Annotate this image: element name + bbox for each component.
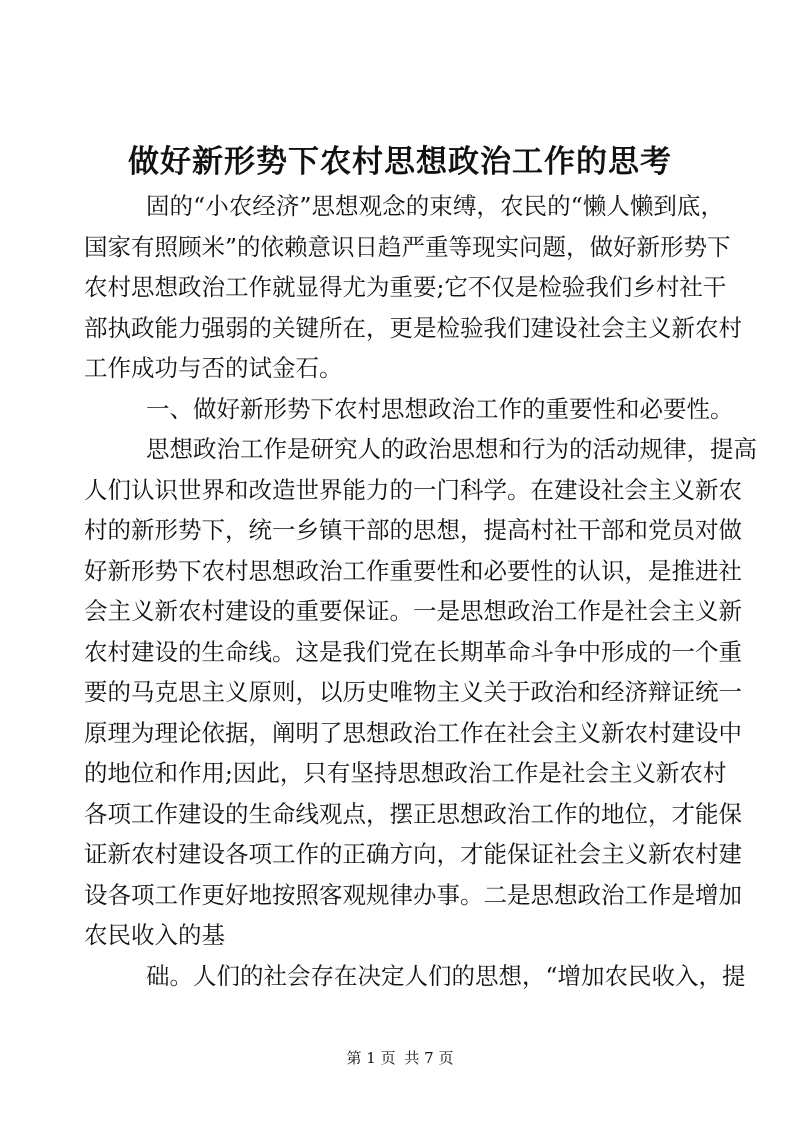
text-line: 固的“小农经济”思想观念的束缚，农民的“懒人懒到底， xyxy=(146,192,724,220)
text-line: 要的马克思主义原则，以历史唯物主义关于政治和经济辩证统一 xyxy=(84,678,742,706)
text-line: 农村思想政治工作就显得尤为重要;它不仅是检验我们乡村社干 xyxy=(84,273,727,301)
text-line: 会主义新农村建设的重要保证。一是思想政治工作是社会主义新 xyxy=(84,597,742,625)
text-line: 人们认识世界和改造世界能力的一门科学。在建设社会主义新农 xyxy=(84,475,742,504)
text-line: 国家有照顾米”的依赖意识日趋严重等现实问题，做好新形势下 xyxy=(84,232,731,261)
text-line: 一、做好新形势下农村思想政治工作的重要性和必要性。 xyxy=(146,394,734,423)
page-title: 做好新形势下农村思想政治工作的思考 xyxy=(128,144,672,180)
document-body xyxy=(84,186,757,996)
text-line: 工作成功与否的试金石。 xyxy=(84,354,343,382)
text-line: 农民收入的基 xyxy=(84,921,225,949)
text-line: 部执政能力强弱的关键所在，更是检验我们建设社会主义新农村 xyxy=(84,313,742,342)
page-number: 第 1 页 xyxy=(346,1049,396,1067)
page-footer xyxy=(0,1048,800,1068)
text-line: 设各项工作更好地按照客观规律办事。二是思想政治工作是增加 xyxy=(84,880,742,909)
text-line: 思想政治工作是研究人的政治思想和行为的活动规律，提高 xyxy=(146,435,757,463)
text-line: 的地位和作用;因此，只有坚持思想政治工作是社会主义新农村 xyxy=(84,759,727,787)
text-line: 农村建设的生命线。这是我们党在长期革命斗争中形成的一个重 xyxy=(84,637,742,666)
text-line: 各项工作建设的生命线观点，摆正思想政治工作的地位，才能保 xyxy=(84,799,742,828)
text-line: 证新农村建设各项工作的正确方向，才能保证社会主义新农村建 xyxy=(84,840,742,868)
text-line: 原理为理论依据，阐明了思想政治工作在社会主义新农村建设中 xyxy=(84,718,742,747)
text-line: 村的新形势下，统一乡镇干部的思想，提高村社干部和党员对做 xyxy=(84,516,742,544)
text-line: 好新形势下农村思想政治工作重要性和必要性的认识，是推进社 xyxy=(84,556,742,585)
page-total: 共 7 页 xyxy=(404,1049,454,1067)
text-line: 础。人们的社会存在决定人们的思想，“增加农民收入，提 xyxy=(146,961,746,990)
